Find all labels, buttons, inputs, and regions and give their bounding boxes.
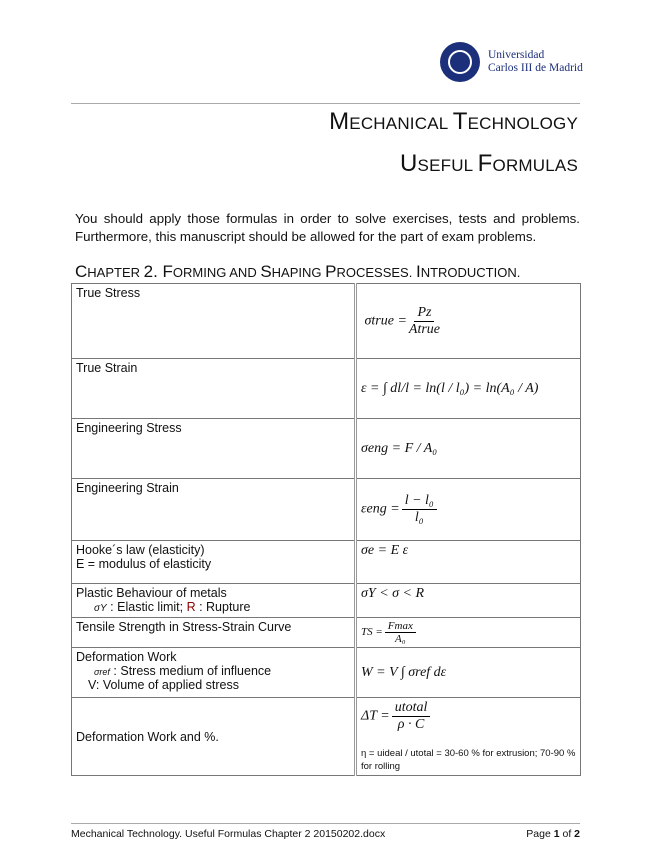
table-row: [72, 419, 581, 479]
title-line-1: MECHANICAL TECHNOLOGY: [329, 108, 578, 135]
row-label: Engineering Strain: [72, 479, 356, 541]
footer-filename: Mechanical Technology. Useful Formulas Chapter 2 20150202.docx: [71, 828, 386, 840]
row-label: Hooke´s law (elasticity) E = modulus of elasticity: [72, 541, 356, 584]
table-row: [72, 698, 581, 776]
formula: W = V ∫ σref dε: [356, 648, 581, 698]
row-label: Engineering Stress: [72, 419, 356, 479]
header-divider: [71, 103, 580, 104]
university-logo: [440, 42, 583, 82]
chapter-heading: CHAPTER 2. FORMING AND SHAPING PROCESSES. INTRODUCTION.: [75, 262, 521, 281]
row-label: True Strain: [72, 359, 356, 419]
table-row: [72, 541, 581, 584]
formula: σY < σ < R: [356, 584, 581, 618]
formula: TS = $\frac{Fmax}{\text{A₀}}$: [356, 618, 581, 648]
university-name-line2: Carlos III de Madrid: [488, 62, 583, 74]
table-row: [72, 359, 581, 419]
formula: σtrue = $\frac{Pz}{\text{Atrue}}$: [356, 284, 581, 359]
university-seal-icon: [440, 42, 480, 82]
formula: ε = ∫ dl/l = ln(l / l₀) = ln(A₀ / A): [356, 359, 581, 419]
university-name-line1: Universidad: [488, 49, 545, 61]
efficiency-note: η = uideal / utotal = 30-60 % for extrusion; 70-90 % for rolling: [361, 748, 576, 772]
row-label: Plastic Behaviour of metals σY : Elastic limit; R : Rupture: [72, 584, 356, 618]
row-label: Tensile Strength in Stress-Strain Curve: [72, 618, 356, 648]
row-label: True Stress: [72, 284, 356, 359]
page-footer: [71, 823, 580, 840]
intro-paragraph: You should apply those formulas in order to solve exercises, tests and problems. Furthermore, this manuscript should be allowed for the part of exam problems.: [75, 211, 580, 244]
formula: σeng = F / A₀: [356, 419, 581, 479]
table-row: [72, 648, 581, 698]
formula: σe = E ε: [356, 541, 581, 584]
formula: εeng = $\frac{\text{l − l₀}}{\text{l₀}}$: [356, 479, 581, 541]
table-row: [72, 584, 581, 618]
formula: ΔT = $\frac{\text{utotal}}{\rho \cdot C}$ η = uideal / utotal = 30-60 % for extrusion; 70-90 % for rolling: [356, 698, 581, 776]
formula-table: [71, 283, 581, 776]
title-line-2: USEFUL FORMULAS: [400, 150, 578, 177]
row-label: Deformation Work and %.: [72, 698, 356, 776]
row-label: Deformation Work σref : Stress medium of influence V: Volume of applied stress: [72, 648, 356, 698]
table-row: [72, 479, 581, 541]
table-row: [72, 618, 581, 648]
page-number: Page 1 of 2: [526, 828, 580, 840]
table-row: [72, 284, 581, 359]
